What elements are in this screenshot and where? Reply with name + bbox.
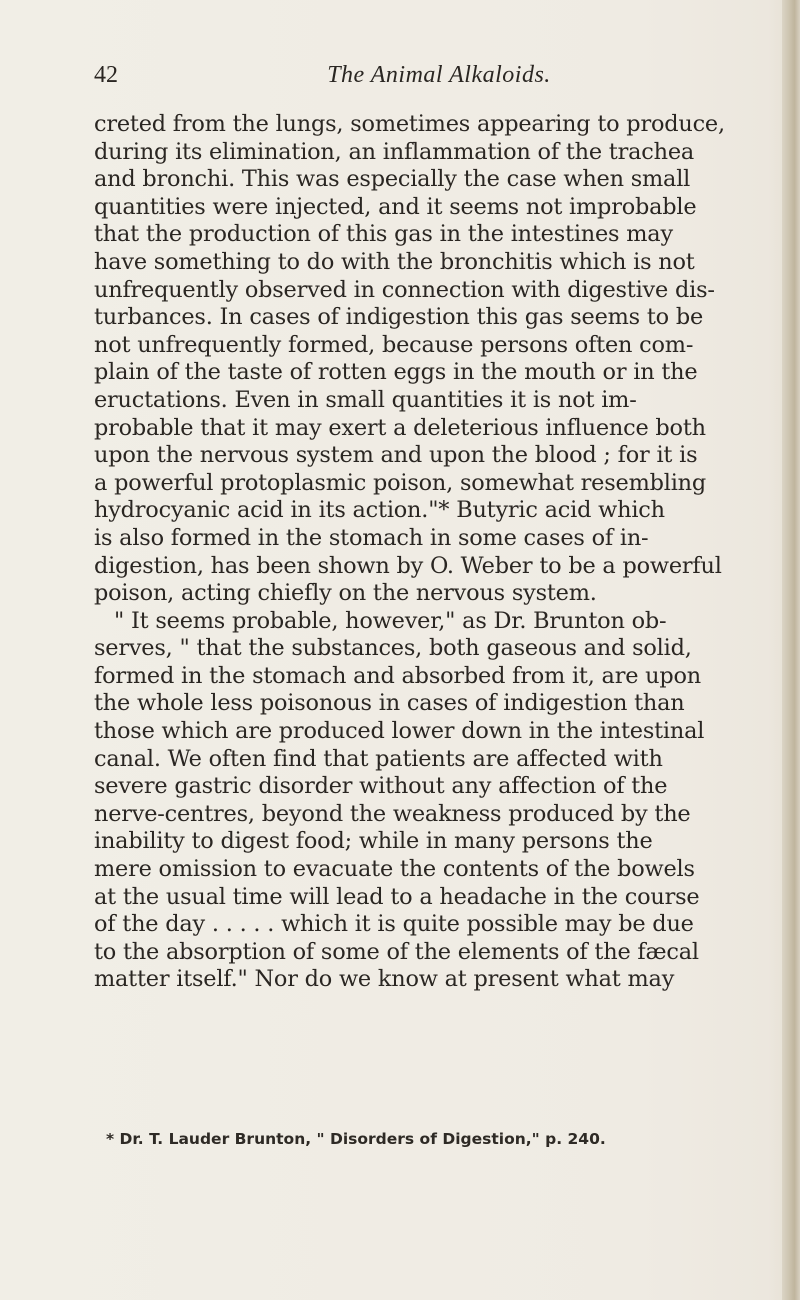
text-line: poison, acting chiefly on the nervous system. — [94, 580, 597, 607]
text-line: inability to digest food; while in many persons the — [94, 828, 653, 855]
text-line: eructations. Even in small quantities it is not im- — [94, 386, 637, 413]
text-line: matter itself." Nor do we know at present what may — [94, 966, 675, 993]
text-line: is also formed in the stomach in some cases of in- — [94, 524, 649, 551]
text-line: serves, " that the substances, both gaseous and solid, — [94, 635, 692, 662]
text-line: of the day . . . . . which it is quite possible may be due — [94, 911, 694, 938]
text-line: turbances. In cases of indigestion this gas seems to be — [94, 304, 704, 331]
body-text — [94, 111, 784, 994]
text-line: nerve-centres, beyond the weakness produced by the — [94, 800, 691, 827]
page-edge-shadow — [782, 0, 800, 1300]
text-line: that the production of this gas in the intestines may — [94, 221, 673, 248]
text-line: not unfrequently formed, because persons often com- — [94, 331, 694, 358]
page-number: 42 — [94, 62, 118, 88]
text-line: canal. We often find that patients are affected with — [94, 745, 663, 772]
page-header — [94, 60, 784, 90]
text-line: probable that it may exert a deleterious influence both — [94, 414, 706, 441]
text-line: creted from the lungs, sometimes appearing to produce, — [94, 111, 725, 137]
text-line: formed in the stomach and absorbed from it, are upon — [94, 662, 702, 689]
text-line: quantities were injected, and it seems not improbable — [94, 193, 697, 220]
text-line: those which are produced lower down in the intestinal — [94, 718, 705, 745]
text-line: hydrocyanic acid in its action."* Butyric acid which — [94, 497, 665, 524]
footnote: * Dr. T. Lauder Brunton, " Disorders of Digestion," p. 240. — [106, 1130, 606, 1148]
text-line: mere omission to evacuate the contents of the bowels — [94, 856, 695, 883]
text-line: to the absorption of some of the elements of the fæcal — [94, 938, 699, 965]
text-line: during its elimination, an inflammation of the trachea — [94, 138, 695, 165]
text-line: plain of the taste of rotten eggs in the mouth or in the — [94, 359, 698, 386]
text-line: at the usual time will lead to a headache in the course — [94, 883, 700, 910]
text-line: and bronchi. This was especially the case when small — [94, 166, 691, 193]
text-line: have something to do with the bronchitis which is not — [94, 248, 695, 275]
paragraph-start-line: " It seems probable, however," as Dr. Brunton ob- — [114, 607, 667, 634]
text-line: digestion, has been shown by O. Weber to be a powerful — [94, 552, 722, 579]
text-line: the whole less poisonous in cases of indigestion than — [94, 690, 685, 717]
text-line: severe gastric disorder without any affection of the — [94, 773, 668, 800]
text-line: upon the nervous system and upon the blood ; for it is — [94, 442, 698, 469]
running-title: The Animal Alkaloids. — [327, 62, 551, 88]
text-line: unfrequently observed in connection with digestive dis- — [94, 276, 715, 303]
text-line: a powerful protoplasmic poison, somewhat resembling — [94, 469, 707, 496]
